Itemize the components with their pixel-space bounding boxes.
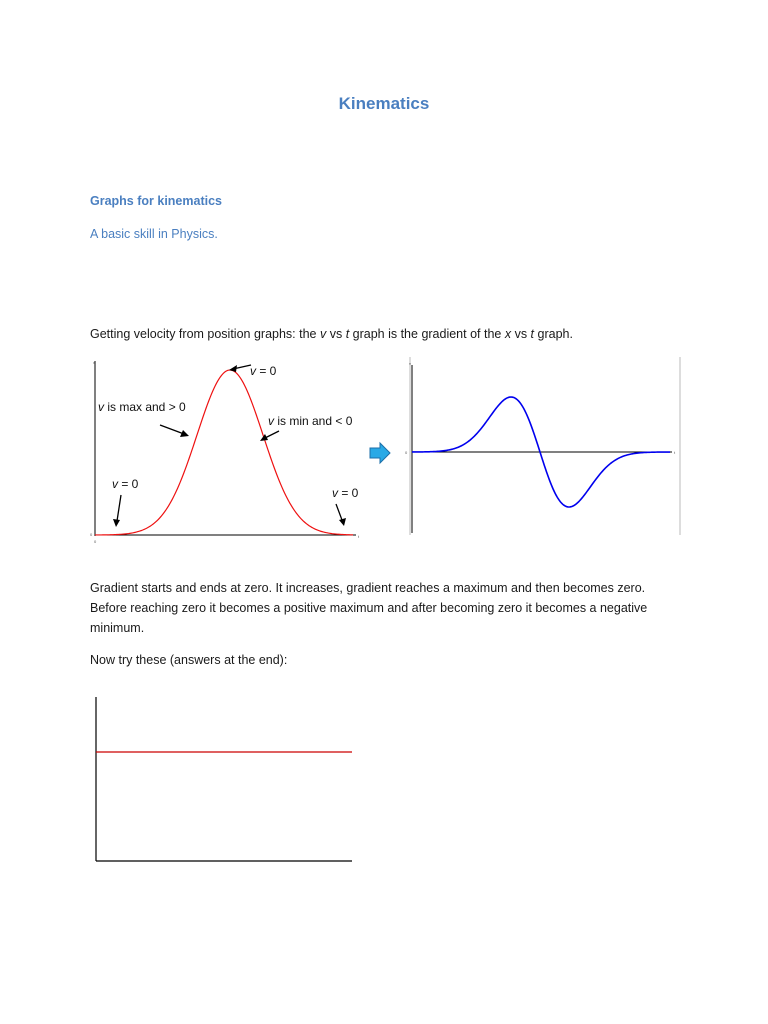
- y-axis-label: x: [93, 360, 95, 365]
- explanation-paragraph: Gradient starts and ends at zero. It increases, gradient reaches a maximum and then becomes zero. Before reaching zero it becomes a positive maximum and after becoming zero it becomes a negative minimum.: [90, 581, 648, 635]
- arrow-right-flat: [336, 504, 342, 520]
- position-curve: [95, 370, 353, 535]
- arrow-left-slope: [160, 425, 184, 434]
- intro-text: graph.: [534, 327, 573, 341]
- intro-sentence: [90, 324, 573, 344]
- arrow-right-flat-head: [339, 518, 346, 526]
- zero-label: 0: [405, 450, 408, 455]
- position-graph: [88, 355, 364, 547]
- arrow-right-slope: [265, 431, 279, 438]
- x-axis-label: t: [358, 534, 360, 539]
- exercise-prompt: Now try these (answers at the end):: [90, 653, 288, 667]
- velocity-graph: [400, 355, 686, 537]
- section-heading: Graphs for kinematics: [90, 194, 222, 208]
- intro-text: graph is the gradient of the: [349, 327, 505, 341]
- var-t: t: [345, 327, 350, 341]
- y-axis-label: v: [409, 361, 411, 366]
- annotation-right-slope: v is min and < 0: [268, 414, 353, 428]
- intro-text: Getting velocity from position graphs: the: [90, 327, 320, 341]
- arrow-left-flat: [117, 495, 121, 521]
- x-axis-label: t: [674, 450, 676, 455]
- right-arrow-icon: [368, 441, 392, 465]
- annotation-top: v = 0: [250, 364, 277, 378]
- intro-text: vs: [511, 327, 531, 341]
- arrow-top-head: [229, 365, 237, 372]
- arrow-left-flat-head: [113, 519, 120, 527]
- subtitle: A basic skill in Physics.: [90, 227, 218, 241]
- annotation-right-flat: v = 0: [332, 486, 359, 500]
- exercise-graph: [90, 695, 356, 865]
- origin-label: 0: [90, 532, 93, 537]
- var-t: t: [530, 327, 535, 341]
- page-title: Kinematics: [338, 94, 430, 113]
- intro-text: vs: [326, 327, 346, 341]
- annotation-left-slope: v is max and > 0: [98, 400, 186, 414]
- var-x: x: [504, 327, 512, 341]
- origin-label: 0: [94, 539, 97, 544]
- annotation-left-flat: v = 0: [112, 477, 139, 491]
- var-v: v: [319, 327, 327, 341]
